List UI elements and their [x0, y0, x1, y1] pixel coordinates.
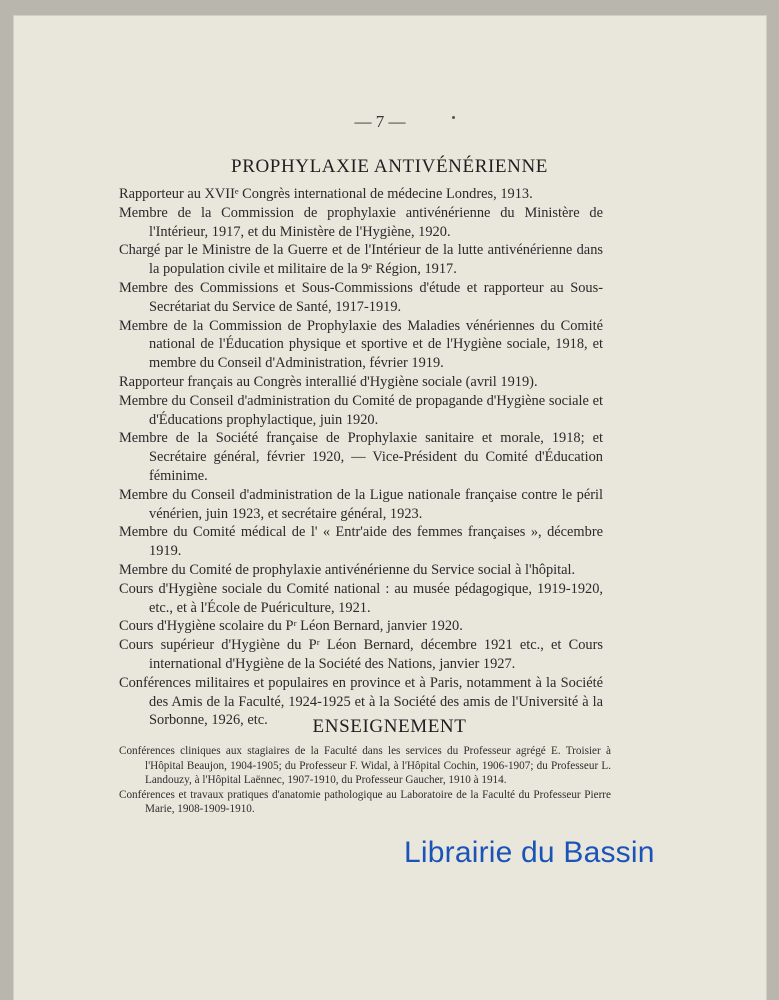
section-title-enseignement: ENSEIGNEMENT	[312, 716, 467, 737]
list-item: Membre du Conseil d'administration de la Ligue nationale française contre le péril vénérien, juin 1923, et secrétaire général, 1923.	[119, 486, 603, 522]
prophylaxie-list	[119, 185, 603, 730]
list-item: Membre de la Commission de Prophylaxie des Maladies vénériennes du Comité national de l'Éducation physique et sportive et de l'Hygiène sociale, 1918, et membre du Conseil d'Administration, février 1919.	[119, 317, 603, 372]
section-title-prophylaxie: PROPHYLAXIE ANTIVÉNÉRIENNE	[231, 156, 548, 177]
ink-speck	[452, 116, 455, 119]
enseignement-list	[119, 744, 611, 817]
list-item: Conférences cliniques aux stagiaires de la Faculté dans les services du Professeur agrégé E. Troisier à l'Hôpital Beaujon, 1904-1905; du Professeur F. Widal, à l'Hôpital Cochin, 1906-1907; du Professeur L. Landouzy, à l'Hôpital Laënnec, 1907-1910, du Professeur Gaucher, 1910 à 1914.	[119, 745, 611, 787]
list-item: Cours d'Hygiène scolaire du Pʳ Léon Bernard, janvier 1920.	[119, 618, 463, 635]
list-item: Membre du Comité de prophylaxie antivénérienne du Service social à l'hôpital.	[119, 561, 576, 578]
list-item: Conférences et travaux pratiques d'anatomie pathologique au Laboratoire de la Faculté du Professeur Pierre Marie, 1908-1909-1910.	[119, 788, 611, 816]
list-item: Cours d'Hygiène sociale du Comité national : au musée pédagogique, 1919-1920, etc., et à l'École de Puériculture, 1921.	[119, 580, 603, 616]
list-item: Membre de la Société française de Prophylaxie sanitaire et morale, 1918; et Secrétaire général, février 1920, — Vice-Président du Comité d'Éducation féminime.	[119, 430, 603, 484]
list-item: Cours supérieur d'Hygiène du Pʳ Léon Bernard, décembre 1921 etc., et Cours international d'Hygiène de la Société des Nations, janvier 1927.	[119, 637, 603, 672]
list-item: Rapporteur au XVIIᵉ Congrès international de médecine Londres, 1913.	[119, 186, 533, 202]
list-item: Membre du Comité médical de l' « Entr'aide des femmes françaises », décembre 1919.	[119, 524, 603, 560]
list-item: Membre de la Commission de prophylaxie antivénérienne du Ministère de l'Intérieur, 1917, et du Ministère de l'Hygiène, 1920.	[119, 204, 603, 240]
watermark: Librairie du Bassin	[404, 836, 655, 869]
page-number: — 7 —	[354, 112, 406, 131]
list-item: Membre du Conseil d'administration du Comité de propagande d'Hygiène sociale et d'Éducations prophylactique, juin 1920.	[119, 392, 603, 428]
list-item: Rapporteur français au Congrès interallié d'Hygiène sociale (avril 1919).	[119, 373, 538, 390]
list-item: Conférences militaires et populaires en province et à Paris, notamment à la Société des Amis de la Faculté, 1924-1925 et à la Société des amis de l'Université à la Sorbonne, 1926, etc.	[119, 674, 603, 729]
list-item: Membre des Commissions et Sous-Commissions d'étude et rapporteur au Sous-Secrétariat du Service de Santé, 1917-1919.	[119, 279, 603, 315]
list-item: Chargé par le Ministre de la Guerre et de l'Intérieur de la lutte antivénérienne dans la population civile et militaire de la 9ᵉ Région, 1917.	[119, 242, 603, 278]
